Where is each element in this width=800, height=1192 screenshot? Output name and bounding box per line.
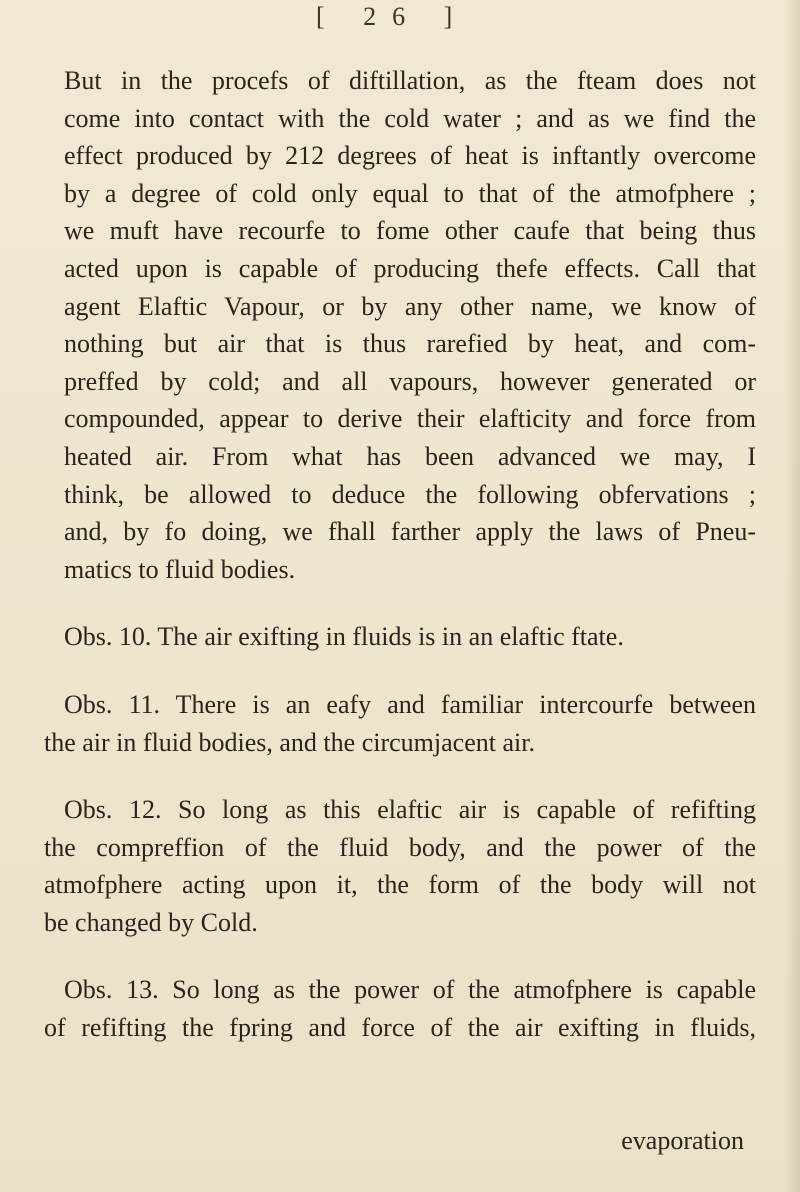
text-line: acted upon is capable of producing thefe effects. Call that [64, 253, 756, 283]
observation-12 [44, 791, 756, 941]
text-line: nothing but air that is thus rarefied by heat, and com- [64, 329, 756, 359]
text-line: But in the procefs of diftillation, as the fteam does not [64, 66, 756, 95]
text-line: by a degree of cold only equal to that of the atmofphere ; [64, 178, 756, 208]
text-line: of refifting the fpring and force of the air exifting in fluids, [44, 1013, 756, 1043]
text-line: compounded, appear to derive their elafticity and force from [64, 404, 756, 434]
text-line: heated air. From what has been advanced we may, I [64, 441, 756, 471]
page-edge-shadow [784, 0, 800, 1192]
text-line: atmofphere acting upon it, the form of the body will not [44, 870, 756, 900]
text-line: we muft have recourfe to fome other caufe that being thus [64, 216, 756, 246]
text-line: effect produced by 212 degrees of heat is inftantly overcome [64, 141, 756, 171]
text-line: preffed by cold; and all vapours, however generated or [64, 366, 756, 396]
text-line: the compreffion of the fluid body, and the power of the [44, 832, 756, 862]
text-line: and, by fo doing, we fhall farther apply the laws of Pneu- [64, 517, 756, 547]
body-text [44, 62, 756, 1047]
page-number: [ 26 ] [316, 2, 469, 31]
text-line: Obs. 12. So long as this elaftic air is capable of refifting [64, 795, 756, 825]
text-line: come into contact with the cold water ; and as we find the [64, 103, 756, 133]
catchword: evaporation [621, 1126, 744, 1155]
intro-paragraph [44, 62, 756, 588]
text-line: Obs. 11. There is an eafy and familiar intercourfe between [64, 689, 756, 719]
text-line: matics to fluid bodies. [64, 554, 296, 584]
text-line: think, be allowed to deduce the following obfervations ; [64, 479, 756, 509]
text-line: Obs. 10. The air exifting in fluids is in an elaftic ftate. [64, 622, 624, 652]
observation-10 [44, 618, 756, 656]
observation-13 [44, 971, 756, 1046]
text-line: be changed by Cold. [44, 907, 258, 937]
text-line: agent Elaftic Vapour, or by any other name, we know of [64, 291, 756, 321]
text-line: the air in fluid bodies, and the circumjacent air. [44, 727, 535, 757]
text-line: Obs. 13. So long as the power of the atmofphere is capable [64, 975, 756, 1005]
observation-11 [44, 686, 756, 761]
